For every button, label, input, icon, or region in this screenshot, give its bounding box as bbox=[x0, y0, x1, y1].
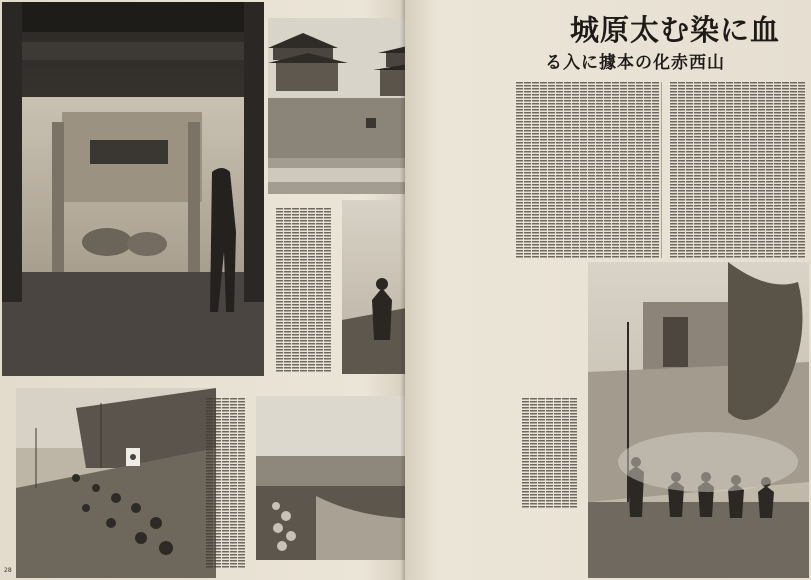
article-body-text-lower bbox=[590, 200, 805, 258]
page-number-left: 28 bbox=[4, 567, 12, 574]
article-subtitle bbox=[535, 48, 725, 74]
photo-marching-column bbox=[16, 388, 216, 578]
left-page bbox=[0, 0, 405, 580]
article-title-text: 血に染む太原城 bbox=[569, 13, 780, 47]
article-title bbox=[569, 8, 780, 52]
article-text-left-upper bbox=[272, 208, 334, 373]
photo-wall-assault bbox=[588, 262, 809, 578]
article-text-left-lower bbox=[200, 398, 248, 568]
caption-text-right bbox=[516, 398, 580, 508]
article-subtitle-text: 山西赤化の本據に入る bbox=[545, 53, 725, 73]
photo-memorial-gate bbox=[2, 2, 264, 376]
